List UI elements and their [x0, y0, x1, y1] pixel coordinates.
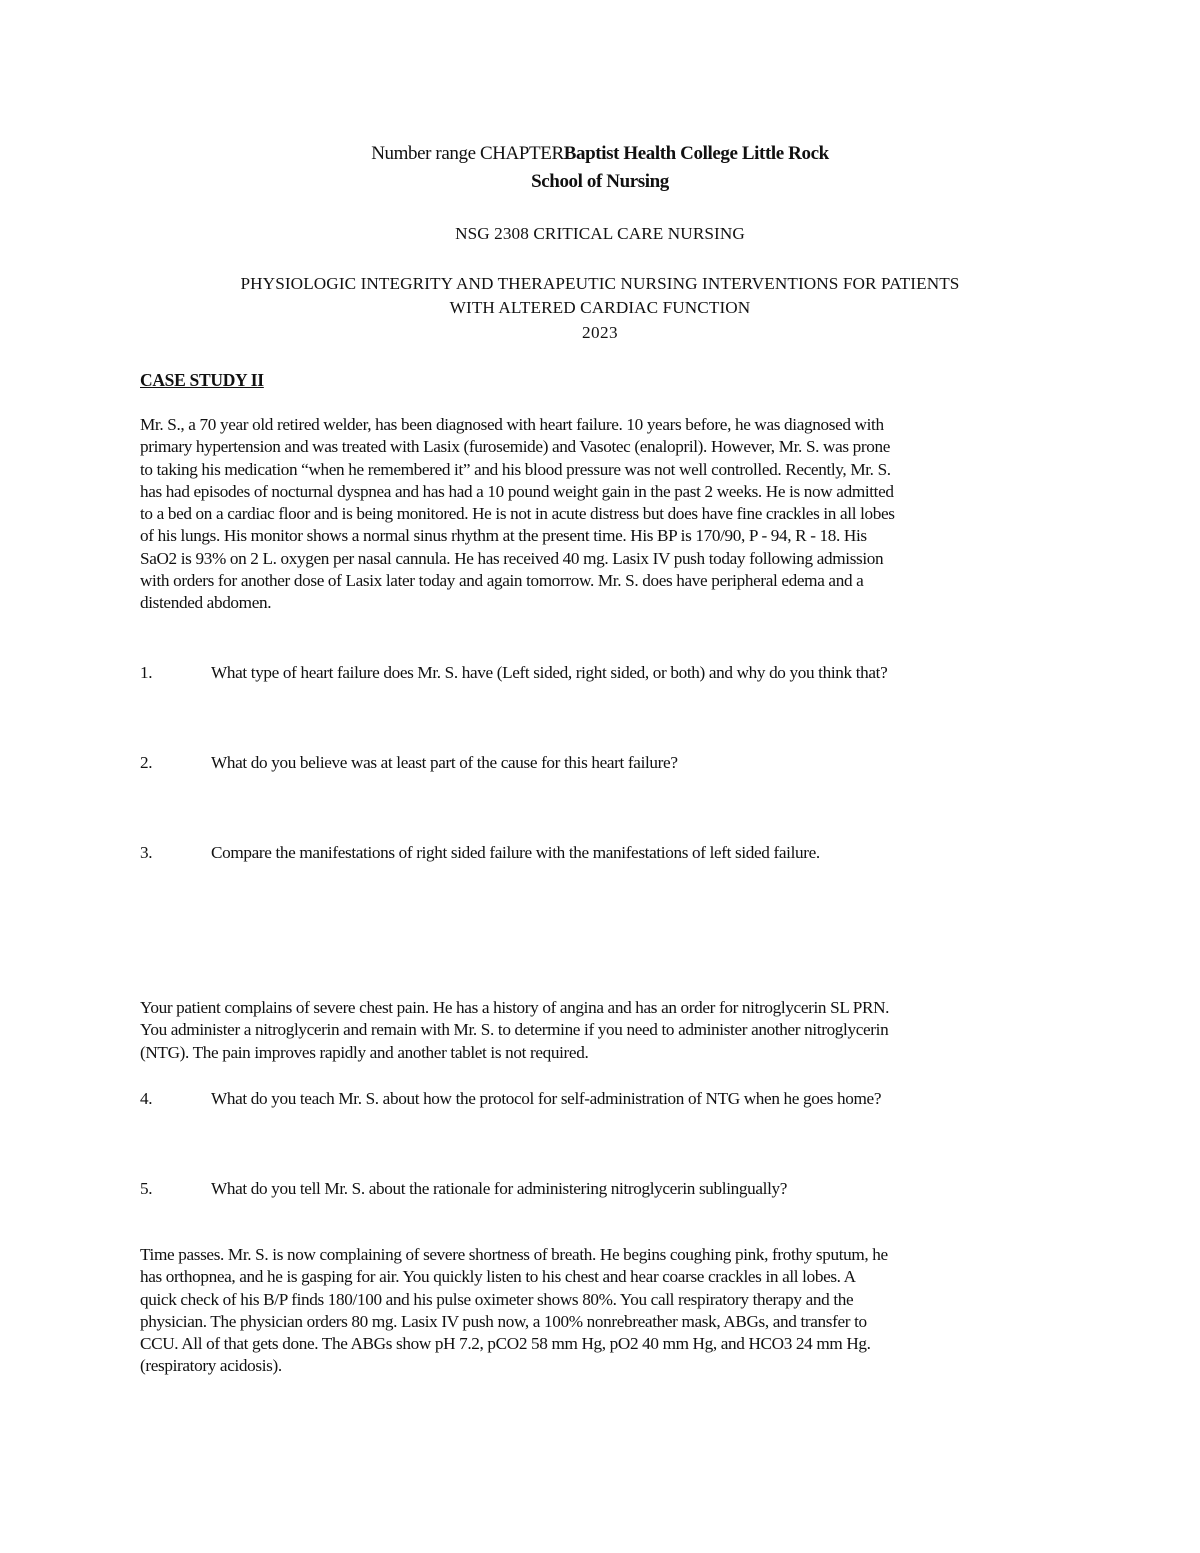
paragraph-line: has had episodes of nocturnal dyspnea and has had a 10 pound weight gain in the past 2 weeks. He is now admitted — [140, 481, 894, 501]
case-study-heading: CASE STUDY II — [140, 370, 264, 390]
paragraph-line: Time passes. Mr. S. is now complaining of severe shortness of breath. He begins coughing pink, frothy sputum, he — [140, 1245, 888, 1264]
paragraph-line: Mr. S., a 70 year old retired welder, has been diagnosed with heart failure. 10 years before, he was diagnosed with — [140, 415, 884, 434]
paragraph-line: Your patient complains of severe chest pain. He has a history of angina and has an order for nitroglycerin SL PRN. — [140, 998, 890, 1017]
question-number: 5. — [140, 1179, 153, 1198]
paragraph-line: (NTG). The pain improves rapidly and another tablet is not required. — [140, 1042, 589, 1062]
question-number: 2. — [140, 753, 153, 772]
course-title: NSG 2308 CRITICAL CARE NURSING — [455, 224, 745, 243]
document-title-line-2: WITH ALTERED CARDIAC FUNCTION — [449, 298, 751, 317]
document-title-line-1: PHYSIOLOGIC INTEGRITY AND THERAPEUTIC NURSING INTERVENTIONS FOR PATIENTS — [240, 274, 960, 293]
paragraph-line: with orders for another dose of Lasix later today and again tomorrow. Mr. S. does have peripheral edema and a — [140, 571, 864, 591]
paragraph-line: SaO2 is 93% on 2 L. oxygen per nasal cannula. He has received 40 mg. Lasix IV push today following admission — [140, 548, 884, 568]
paragraph-line: of his lungs. His monitor shows a normal sinus rhythm at the present time. His BP is 170/90, P - 94, R - 18. His — [140, 526, 867, 546]
school-name: School of Nursing — [531, 171, 669, 192]
header-prefix: Number range CHAPTER — [371, 143, 564, 164]
question-number: 1. — [140, 663, 153, 682]
case-scenario-paragraph — [140, 414, 1060, 615]
paragraph-line: distended abdomen. — [140, 593, 272, 613]
paragraph-line: has orthopnea, and he is gasping for air. You quickly listen to his chest and hear coarse crackles in all lobes. A — [140, 1267, 856, 1287]
question-text: What type of heart failure does Mr. S. have (Left sided, right sided, or both) and why do you think that? — [211, 663, 888, 682]
chest-pain-paragraph — [140, 997, 1060, 1064]
paragraph-line: to taking his medication “when he remembered it” and his blood pressure was not well controlled. Recently, Mr. S. — [140, 459, 891, 479]
paragraph-line: physician. The physician orders 80 mg. Lasix IV push now, a 100% nonrebreather mask, ABGs, and transfer to — [140, 1311, 867, 1331]
document-year: 2023 — [582, 323, 618, 342]
question-text: What do you teach Mr. S. about how the protocol for self-administration of NTG when he goes home? — [211, 1089, 882, 1108]
question-text: What do you tell Mr. S. about the rationale for administering nitroglycerin sublingually? — [211, 1179, 788, 1198]
question-number: 4. — [140, 1089, 153, 1108]
paragraph-line: primary hypertension and was treated with Lasix (furosemide) and Vasotec (enalopril). However, Mr. S. was prone — [140, 437, 891, 457]
question-text: What do you believe was at least part of the cause for this heart failure? — [211, 753, 678, 772]
header-line-institution — [0, 143, 1200, 165]
paragraph-line: CCU. All of that gets done. The ABGs show pH 7.2, pCO2 58 mm Hg, pO2 40 mm Hg, and HCO3 24 mm Hg. — [140, 1334, 871, 1354]
paragraph-line: You administer a nitroglycerin and remain with Mr. S. to determine if you need to administer another nitroglycerin — [140, 1020, 889, 1040]
paragraph-line: (respiratory acidosis). — [140, 1356, 282, 1376]
question-text: Compare the manifestations of right sided failure with the manifestations of left sided failure. — [211, 843, 820, 862]
time-passes-paragraph — [140, 1244, 1060, 1378]
paragraph-line: quick check of his B/P finds 180/100 and his pulse oximeter shows 80%. You call respiratory therapy and the — [140, 1289, 854, 1309]
college-name: Baptist Health College Little Rock — [563, 143, 829, 164]
question-number: 3. — [140, 843, 153, 862]
paragraph-line: to a bed on a cardiac floor and is being monitored. He is not in acute distress but does have fine crackles in all lobes — [140, 504, 895, 524]
